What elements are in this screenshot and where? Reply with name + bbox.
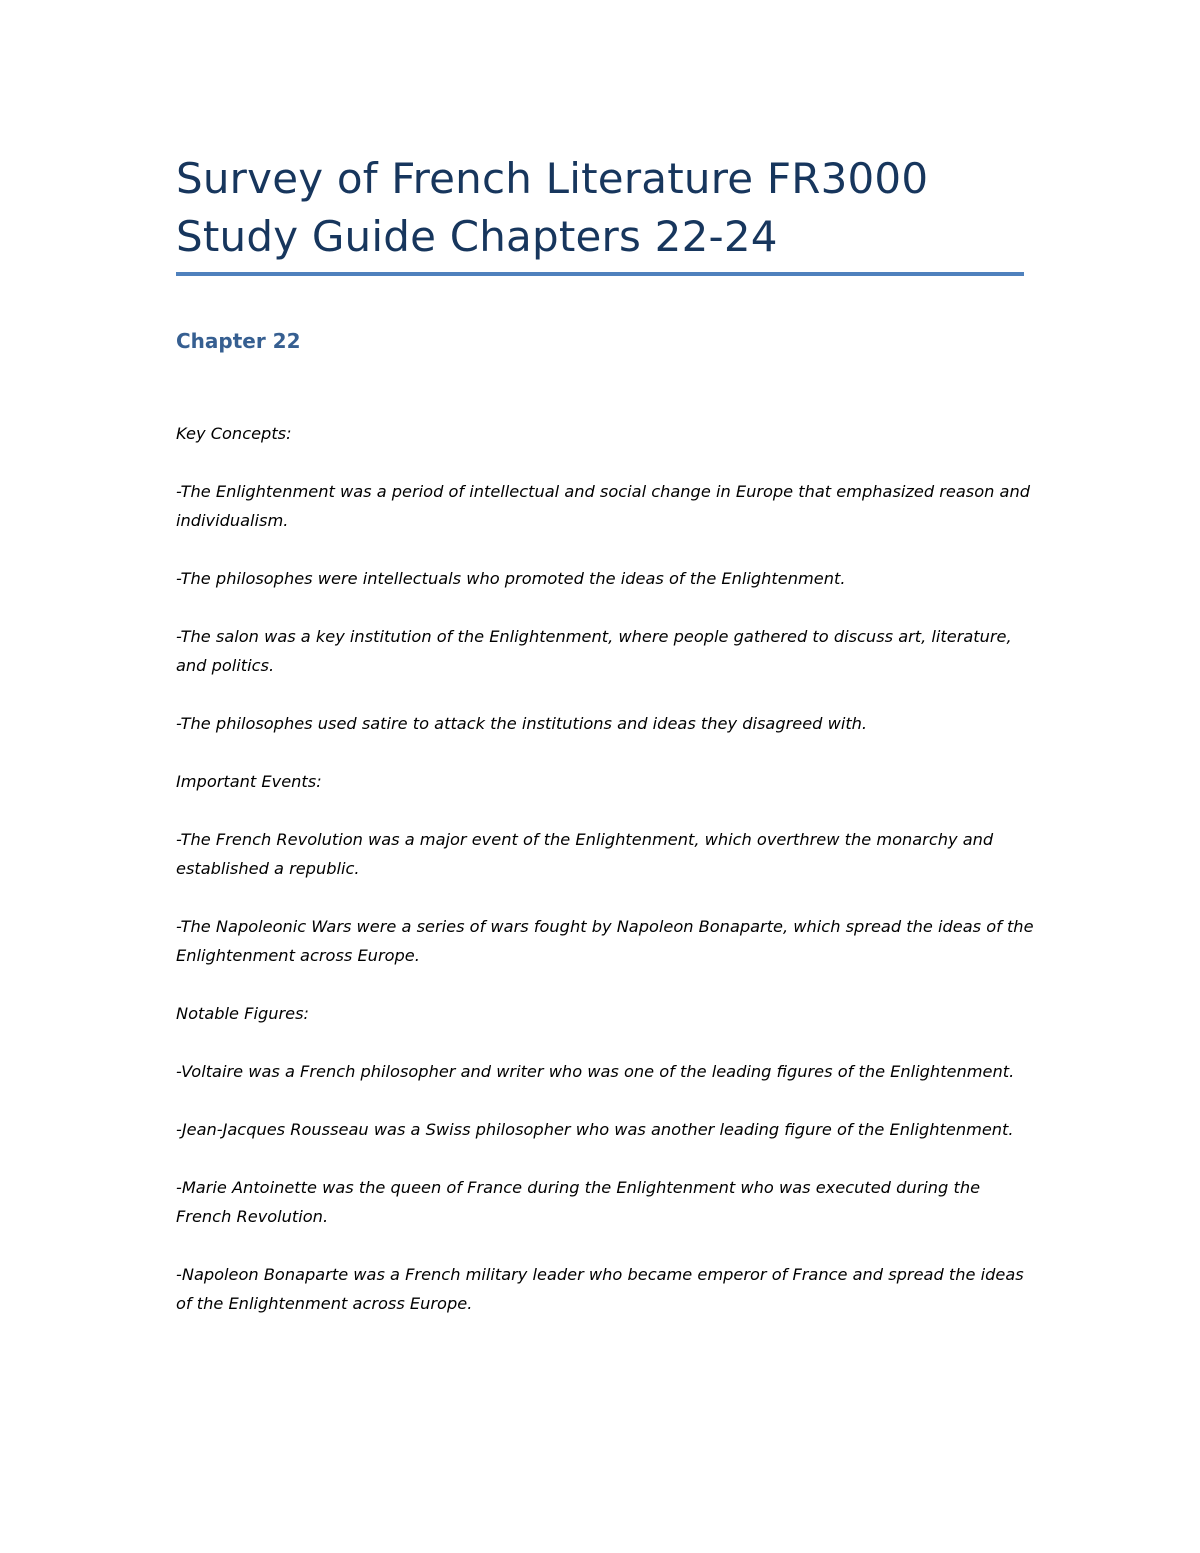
document-title — [176, 150, 1024, 266]
title-line-course: Survey of French Literature FR3000 — [176, 154, 929, 203]
important-event-item: -The French Revolution was a major event of the Enlightenment, which overthrew the monarchy and established a republic. — [176, 830, 994, 878]
section-label-key-concepts: Key Concepts: — [176, 424, 292, 443]
key-concept-item: -The philosophes used satire to attack the institutions and ideas they disagreed with. — [176, 714, 868, 733]
section-label-important-events: Important Events: — [176, 772, 322, 791]
title-underline-divider — [176, 272, 1024, 276]
important-event-item: -The Napoleonic Wars were a series of wars fought by Napoleon Bonaparte, which spread the ideas of the Enlightenment across Europe. — [176, 917, 1034, 965]
key-concept-item: -The philosophes were intellectuals who promoted the ideas of the Enlightenment. — [176, 569, 846, 588]
key-concept-item: -The Enlightenment was a period of intellectual and social change in Europe that emphasized reason and individualism. — [176, 482, 1031, 530]
chapter-body — [176, 419, 1036, 1347]
title-line-guide: Study Guide Chapters 22-24 — [176, 212, 778, 261]
notable-figure-item: -Voltaire was a French philosopher and writer who was one of the leading figures of the Enlightenment. — [176, 1062, 1015, 1081]
notable-figure-item: -Jean-Jacques Rousseau was a Swiss philosopher who was another leading figure of the Enlightenment. — [176, 1120, 1014, 1139]
section-label-notable-figures: Notable Figures: — [176, 1004, 310, 1023]
notable-figure-item: -Marie Antoinette was the queen of France during the Enlightenment who was executed during the French Revolution. — [176, 1178, 981, 1226]
key-concept-item: -The salon was a key institution of the Enlightenment, where people gathered to discuss art, literature, and politics. — [176, 627, 1012, 675]
notable-figure-item: -Napoleon Bonaparte was a French military leader who became emperor of France and spread the ideas of the Enlightenment across Europe. — [176, 1265, 1024, 1313]
chapter-heading: Chapter 22 — [176, 329, 301, 353]
